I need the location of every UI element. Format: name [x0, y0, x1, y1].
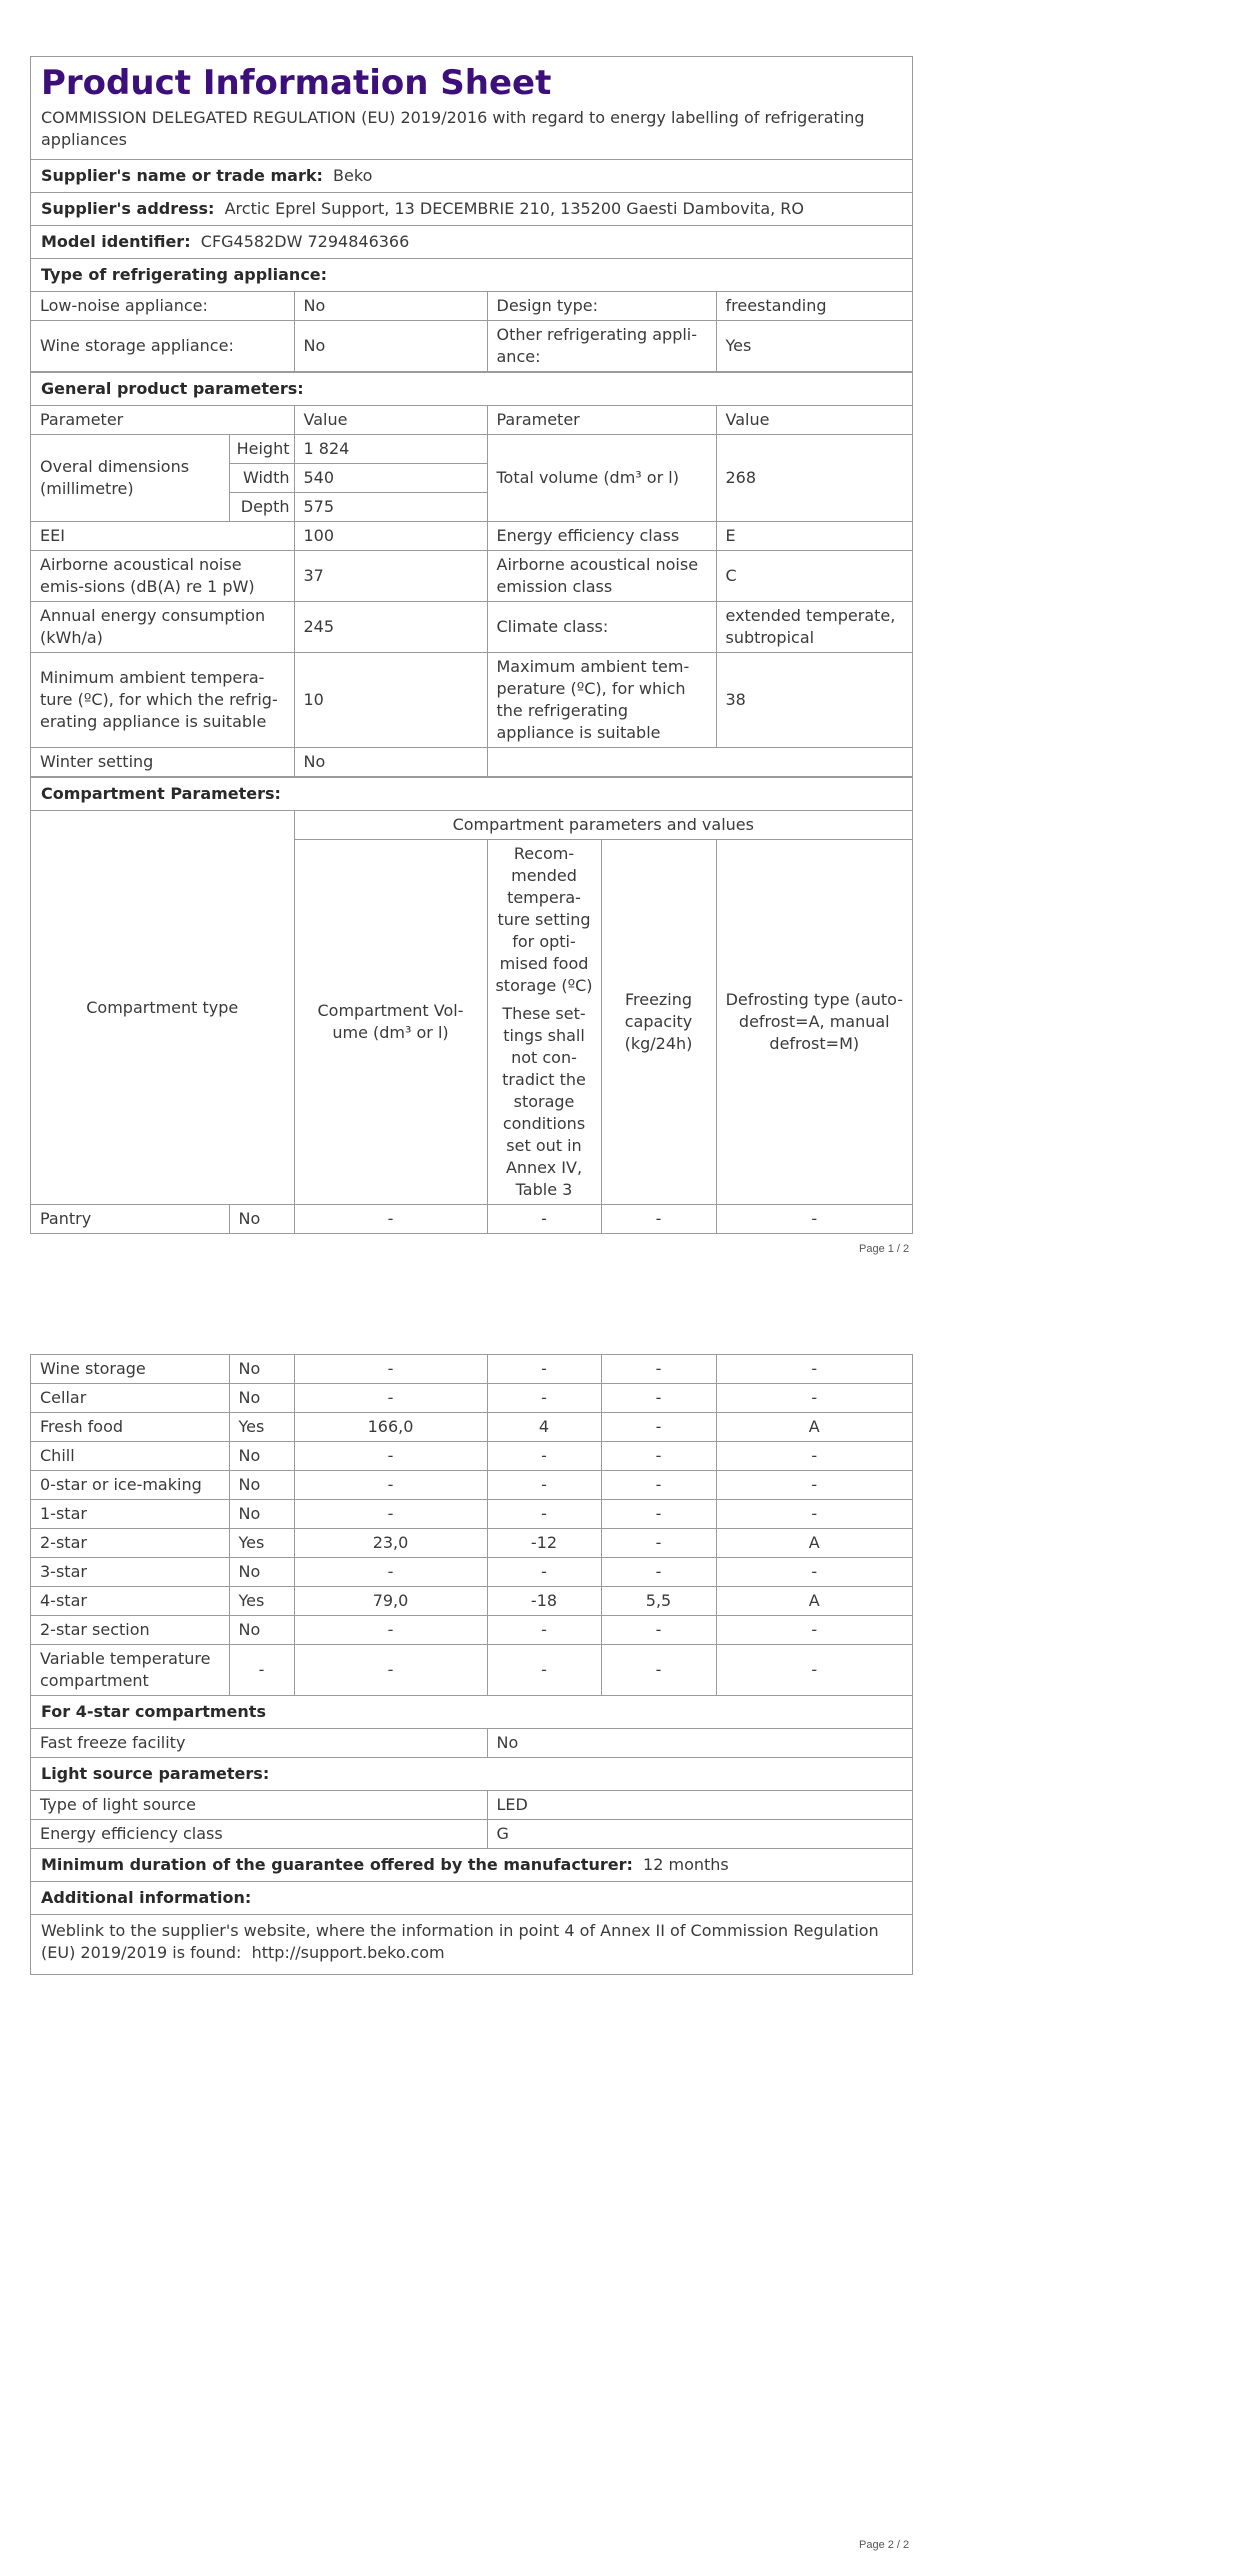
defrost-header: Defrosting type (auto-defrost=A, manual defrost=M) — [716, 840, 912, 1205]
compartment-freezing-cell: 5,5 — [601, 1587, 716, 1616]
compartment-type-cell: 2-star — [31, 1529, 229, 1558]
compartment-type-cell: Fresh food — [31, 1413, 229, 1442]
depth-label: Depth — [229, 493, 294, 522]
total-volume-label: Total volume (dm³ or l) — [487, 435, 716, 522]
compartment-present-cell: No — [229, 1205, 294, 1234]
compartment-freezing-cell: - — [601, 1616, 716, 1645]
noise-label: Airborne acoustical noise emis-sions (dB(A) re 1 pW) — [31, 551, 294, 602]
compartment-volume-cell: 79,0 — [294, 1587, 487, 1616]
fast-freeze-table — [31, 1728, 912, 1758]
weblink-row — [31, 1914, 912, 1974]
table-row — [31, 1442, 912, 1471]
page-number-1: Page 1 / 2 — [859, 1243, 910, 1255]
page-2-sheet — [30, 1354, 913, 1975]
compartment-type-cell: Variable temperature compartment — [31, 1645, 229, 1696]
compartment-defrost-cell: - — [716, 1616, 912, 1645]
climate-class-value: extended temperate, subtropical — [716, 602, 912, 653]
compartment-freezing-cell: - — [601, 1355, 716, 1384]
compartment-freezing-cell: - — [601, 1442, 716, 1471]
fast-freeze-value: No — [487, 1729, 912, 1758]
max-temp-label: Maximum ambient tem-perature (ºC), for which the refrigerating appliance is suitable — [487, 653, 716, 748]
depth-value: 575 — [294, 493, 487, 522]
light-class-value: G — [487, 1820, 912, 1849]
eei-label: EEI — [31, 522, 294, 551]
compartment-defrost-cell: A — [716, 1413, 912, 1442]
other-refrigerating-text: Other refrigerating appli-ance: — [496, 325, 698, 366]
compartment-volume-cell: - — [294, 1355, 487, 1384]
total-volume-value: 268 — [716, 435, 912, 522]
compartment-defrost-cell: - — [716, 1471, 912, 1500]
compartment-present-cell: - — [229, 1645, 294, 1696]
model-value: CFG4582DW 7294846366 — [200, 232, 410, 251]
compartment-temp-cell: - — [487, 1500, 601, 1529]
compartment-freezing-cell: - — [601, 1205, 716, 1234]
compartment-type-cell: 1-star — [31, 1500, 229, 1529]
compartment-type-cell: Pantry — [31, 1205, 229, 1234]
empty-cell — [487, 748, 912, 777]
compartment-volume-cell: - — [294, 1205, 487, 1234]
supplier-value: Beko — [333, 166, 373, 185]
header-value-1: Value — [294, 406, 487, 435]
page-1-sheet — [30, 56, 913, 1234]
supplier-row — [31, 159, 912, 192]
address-label: Supplier's address: — [41, 199, 215, 218]
compartment-type-cell: Chill — [31, 1442, 229, 1471]
compartment-type-cell: Wine storage — [31, 1355, 229, 1384]
min-temp-value: 10 — [294, 653, 487, 748]
compartment-volume-cell: - — [294, 1616, 487, 1645]
wine-storage-value: No — [294, 321, 487, 372]
compartment-present-cell: No — [229, 1355, 294, 1384]
compartment-volume-cell: 166,0 — [294, 1413, 487, 1442]
guarantee-label: Minimum duration of the guarantee offered by the manufacturer: — [41, 1855, 633, 1874]
compartment-present-cell: No — [229, 1558, 294, 1587]
compartment-defrost-cell: - — [716, 1645, 912, 1696]
annual-energy-label: Annual energy consumption (kWh/a) — [31, 602, 294, 653]
compartment-freezing-cell: - — [601, 1529, 716, 1558]
compartment-temp-cell: - — [487, 1616, 601, 1645]
design-type-value: freestanding — [716, 292, 912, 321]
weblink-url[interactable]: http://support.beko.com — [251, 1943, 445, 1962]
width-label: Width — [229, 464, 294, 493]
compartment-table-p1 — [31, 810, 912, 1233]
width-value: 540 — [294, 464, 487, 493]
winter-setting-value: No — [294, 748, 487, 777]
compartment-present-cell: No — [229, 1442, 294, 1471]
page-number-2: Page 2 / 2 — [859, 2539, 910, 2551]
four-star-heading-text: For 4-star compartments — [41, 1702, 266, 1721]
compartment-temp-cell: -18 — [487, 1587, 601, 1616]
type-heading-text: Type of refrigerating appliance: — [41, 265, 328, 284]
table-row — [31, 1645, 912, 1696]
table-row — [31, 1471, 912, 1500]
compartment-defrost-cell: - — [716, 1384, 912, 1413]
compartment-volume-cell: - — [294, 1471, 487, 1500]
address-row — [31, 192, 912, 225]
guarantee-value: 12 months — [643, 1855, 729, 1874]
light-type-value: LED — [487, 1791, 912, 1820]
compartment-present-cell: No — [229, 1500, 294, 1529]
dimensions-label: Overal dimensions (millimetre) — [31, 435, 229, 522]
light-table — [31, 1790, 912, 1849]
other-refrigerating-value: Yes — [716, 321, 912, 372]
compartment-temp-cell: - — [487, 1355, 601, 1384]
winter-setting-label: Winter setting — [31, 748, 294, 777]
eei-value: 100 — [294, 522, 487, 551]
compartment-present-cell: Yes — [229, 1529, 294, 1558]
compartment-freezing-cell: - — [601, 1384, 716, 1413]
design-type-label: Design type: — [487, 292, 716, 321]
compartment-freezing-cell: - — [601, 1471, 716, 1500]
table-row — [31, 1355, 912, 1384]
annual-energy-value: 245 — [294, 602, 487, 653]
light-heading-text: Light source parameters: — [41, 1764, 270, 1783]
compartment-volume-cell: - — [294, 1442, 487, 1471]
compartment-rows-p2 — [31, 1355, 912, 1696]
header-value-2: Value — [716, 406, 912, 435]
type-table — [31, 291, 912, 372]
compartment-volume-cell: - — [294, 1500, 487, 1529]
general-heading — [31, 372, 912, 405]
energy-class-label: Energy efficiency class — [487, 522, 716, 551]
climate-class-label: Climate class: — [487, 602, 716, 653]
general-heading-text: General product parameters: — [41, 379, 304, 398]
energy-class-value: E — [716, 522, 912, 551]
regulation-subtitle: COMMISSION DELEGATED REGULATION (EU) 2019/2016 with regard to energy labelling of refrigerating appliances — [41, 108, 865, 149]
compartment-volume-cell: 23,0 — [294, 1529, 487, 1558]
table-row — [31, 1558, 912, 1587]
compartment-type-cell: 4-star — [31, 1587, 229, 1616]
compartment-temp-cell: 4 — [487, 1413, 601, 1442]
compartment-type-cell: 3-star — [31, 1558, 229, 1587]
compartment-volume-cell: - — [294, 1384, 487, 1413]
other-refrigerating-label — [487, 321, 716, 372]
fast-freeze-label: Fast freeze facility — [31, 1729, 487, 1758]
page-title: Product Information Sheet — [41, 63, 552, 103]
compartment-present-cell: Yes — [229, 1587, 294, 1616]
temperature-header-a: Recom-mended tempera-ture setting for opti-mised food storage (ºC) — [495, 844, 593, 995]
light-class-label: Energy efficiency class — [31, 1820, 487, 1849]
compartment-type-cell: Cellar — [31, 1384, 229, 1413]
low-noise-value: No — [294, 292, 487, 321]
table-row — [31, 1616, 912, 1645]
compartment-temp-cell: -12 — [487, 1529, 601, 1558]
table-row — [31, 1500, 912, 1529]
light-heading — [31, 1758, 912, 1790]
low-noise-label: Low-noise appliance: — [31, 292, 294, 321]
compartment-heading-text: Compartment Parameters: — [41, 784, 281, 803]
volume-header: Compartment Vol-ume (dm³ or l) — [294, 840, 487, 1205]
min-temp-label: Minimum ambient tempera-ture (ºC), for which the refrig-erating appliance is suitable — [31, 653, 294, 748]
table-row — [31, 1384, 912, 1413]
noise-class-value: C — [716, 551, 912, 602]
compartment-rows-p1 — [31, 1205, 912, 1234]
compartment-defrost-cell: - — [716, 1205, 912, 1234]
compartment-present-cell: No — [229, 1616, 294, 1645]
compartment-freezing-cell: - — [601, 1413, 716, 1442]
max-temp-value: 38 — [716, 653, 912, 748]
table-row — [31, 1529, 912, 1558]
compartment-group-header: Compartment parameters and values — [294, 811, 912, 840]
compartment-type-header: Compartment type — [31, 811, 294, 1205]
compartment-freezing-cell: - — [601, 1558, 716, 1587]
additional-heading — [31, 1881, 912, 1914]
compartment-temp-cell: - — [487, 1384, 601, 1413]
header-parameter-1: Parameter — [31, 406, 294, 435]
compartment-defrost-cell: - — [716, 1355, 912, 1384]
noise-value: 37 — [294, 551, 487, 602]
compartment-present-cell: No — [229, 1384, 294, 1413]
light-type-label: Type of light source — [31, 1791, 487, 1820]
compartment-temp-cell: - — [487, 1645, 601, 1696]
wine-storage-label: Wine storage appliance: — [31, 321, 294, 372]
compartment-present-cell: No — [229, 1471, 294, 1500]
address-value: Arctic Eprel Support, 13 DECEMBRIE 210, 135200 Gaesti Dambovita, RO — [224, 199, 805, 218]
compartment-table-p2 — [31, 1355, 912, 1696]
compartment-temp-cell: - — [487, 1205, 601, 1234]
temperature-header-b: These set-tings shall not con-tradict the storage conditions set out in Annex IV, Table 3 — [502, 1004, 586, 1199]
compartment-present-cell: Yes — [229, 1413, 294, 1442]
four-star-heading — [31, 1696, 912, 1728]
compartment-freezing-cell: - — [601, 1500, 716, 1529]
model-row — [31, 225, 912, 258]
compartment-freezing-cell: - — [601, 1645, 716, 1696]
general-table — [31, 405, 912, 777]
compartment-defrost-cell: - — [716, 1442, 912, 1471]
type-heading — [31, 258, 912, 291]
table-row — [31, 1587, 912, 1616]
freezing-header: Freezing capacity (kg/24h) — [601, 840, 716, 1205]
compartment-type-cell: 2-star section — [31, 1616, 229, 1645]
table-row — [31, 1205, 912, 1234]
compartment-defrost-cell: - — [716, 1500, 912, 1529]
temperature-header — [487, 840, 601, 1205]
additional-heading-text: Additional information: — [41, 1888, 252, 1907]
compartment-volume-cell: - — [294, 1645, 487, 1696]
compartment-defrost-cell: A — [716, 1529, 912, 1558]
table-row — [31, 1413, 912, 1442]
compartment-temp-cell: - — [487, 1558, 601, 1587]
compartment-temp-cell: - — [487, 1442, 601, 1471]
header-parameter-2: Parameter — [487, 406, 716, 435]
compartment-defrost-cell: A — [716, 1587, 912, 1616]
weblink-text: Weblink to the supplier's website, where the information in point 4 of Annex II of Commission Regulation (EU) 2019/2019 is found: — [41, 1921, 879, 1962]
model-label: Model identifier: — [41, 232, 191, 251]
compartment-temp-cell: - — [487, 1471, 601, 1500]
compartment-volume-cell: - — [294, 1558, 487, 1587]
noise-class-label: Airborne acoustical noise emission class — [487, 551, 716, 602]
compartment-defrost-cell: - — [716, 1558, 912, 1587]
height-label: Height — [229, 435, 294, 464]
guarantee-row — [31, 1849, 912, 1881]
compartment-type-cell: 0-star or ice-making — [31, 1471, 229, 1500]
supplier-label: Supplier's name or trade mark: — [41, 166, 323, 185]
compartment-heading — [31, 777, 912, 810]
height-value: 1 824 — [294, 435, 487, 464]
